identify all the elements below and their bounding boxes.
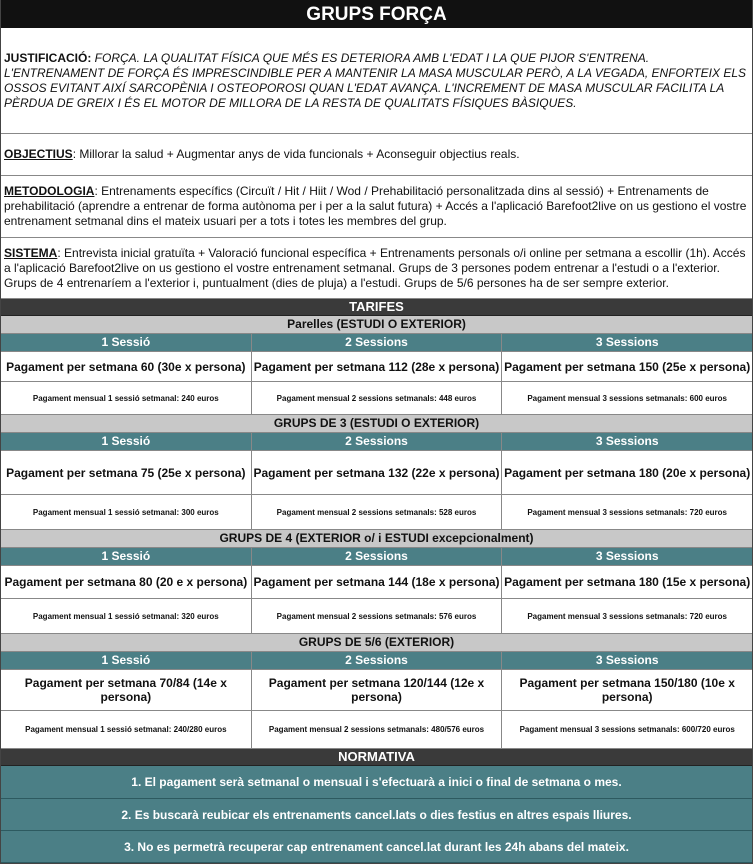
monthly-price-row bbox=[1, 495, 752, 530]
sessions-header-row bbox=[1, 334, 752, 352]
sessions-header-row bbox=[1, 548, 752, 566]
column-header: 1 Sessió bbox=[1, 433, 252, 450]
sistema-text: : Entrevista inicial gratuïta + Valoració funcional específica + Entrenaments personals o/i online per setmana a escollir (1h). Accés a l'aplicació Barefoot2live on us gestiono el vostre entrenament setmanal. Grups de 3 persones podem entrenar a l'estudi o a l'exterior. Grups de 4 entrenaríem a l'exterior i, puntualment (dies de pluja) a l'estudi. Grups de 5/6 persones ha de ser sempre exterior. bbox=[4, 245, 746, 290]
column-header: 3 Sessions bbox=[502, 433, 752, 450]
weekly-price-cell: Pagament per setmana 75 (25e x persona) bbox=[1, 451, 252, 494]
group-title: Parelles (ESTUDI O EXTERIOR) bbox=[1, 316, 752, 334]
weekly-price-cell: Pagament per setmana 112 (28e x persona) bbox=[252, 352, 503, 381]
objectius-section bbox=[1, 134, 752, 176]
weekly-price-row bbox=[1, 670, 752, 711]
column-header: 1 Sessió bbox=[1, 652, 252, 669]
page-title: GRUPS FORÇA bbox=[1, 0, 752, 28]
monthly-price-cell: Pagament mensual 1 sessió setmanal: 320 euros bbox=[1, 599, 252, 633]
pricing-group-4 bbox=[1, 530, 752, 634]
weekly-price-cell: Pagament per setmana 150/180 (10e x persona) bbox=[519, 676, 735, 704]
monthly-price-cell: Pagament mensual 3 sessions setmanals: 600 euros bbox=[527, 393, 727, 403]
monthly-price-cell: Pagament mensual 2 sessions setmanals: 528 euros bbox=[252, 495, 503, 529]
monthly-price-cell: Pagament mensual 3 sessions setmanals: 600/720 euros bbox=[519, 725, 735, 734]
monthly-price-row bbox=[1, 711, 752, 749]
column-header: 1 Sessió bbox=[1, 548, 252, 565]
weekly-price-cell: Pagament per setmana 180 (20e x persona) bbox=[504, 465, 751, 480]
justificacio-section bbox=[1, 28, 752, 134]
weekly-price-cell: Pagament per setmana 132 (22e x persona) bbox=[252, 451, 503, 494]
justificacio-label: JUSTIFICACIÓ: bbox=[4, 50, 92, 65]
monthly-price-row bbox=[1, 382, 752, 415]
metodologia-section bbox=[1, 176, 752, 238]
sistema-label: SISTEMA bbox=[4, 245, 58, 260]
normativa-rule: 1. El pagament serà setmanal o mensual i s'efectuarà a inici o final de setmana o mes. bbox=[1, 766, 752, 799]
column-header: 3 Sessions bbox=[502, 652, 752, 669]
monthly-price-cell: Pagament mensual 3 sessions setmanals: 720 euros bbox=[527, 611, 727, 621]
monthly-price-row bbox=[1, 599, 752, 634]
column-header: 2 Sessions bbox=[252, 652, 503, 669]
objectius-label: OBJECTIUS bbox=[4, 147, 73, 161]
sessions-header-row bbox=[1, 652, 752, 670]
weekly-price-row bbox=[1, 451, 752, 495]
column-header: 1 Sessió bbox=[1, 334, 252, 351]
normativa-header: NORMATIVA bbox=[1, 749, 752, 766]
pricing-group-3 bbox=[1, 415, 752, 530]
objectius-text: : Millorar la salud + Augmentar anys de vida funcionals + Aconseguir objectius reals. bbox=[72, 147, 520, 161]
column-header: 3 Sessions bbox=[502, 334, 752, 351]
weekly-price-cell: Pagament per setmana 144 (18e x persona) bbox=[252, 566, 503, 598]
weekly-price-cell: Pagament per setmana 80 (20 e x persona) bbox=[1, 566, 252, 598]
tarifes-header: TARIFES bbox=[1, 299, 752, 316]
metodologia-label: METODOLOGIA bbox=[4, 184, 95, 198]
monthly-price-cell: Pagament mensual 2 sessions setmanals: 480/576 euros bbox=[252, 711, 503, 748]
monthly-price-cell: Pagament mensual 3 sessions setmanals: 720 euros bbox=[527, 507, 727, 517]
monthly-price-cell: Pagament mensual 1 sessió setmanal: 300 euros bbox=[1, 495, 252, 529]
normativa-rule: 2. Es buscarà reubicar els entrenaments cancel.lats o dies festius en altres espais lliures. bbox=[1, 799, 752, 831]
monthly-price-cell: Pagament mensual 2 sessions setmanals: 576 euros bbox=[252, 599, 503, 633]
pricing-group-parelles bbox=[1, 316, 752, 415]
monthly-price-cell: Pagament mensual 1 sessió setmanal: 240 euros bbox=[1, 382, 252, 414]
justificacio-text: FORÇA. LA QUALITAT FÍSICA QUE MÉS ES DETERIORA AMB L'EDAT I LA QUE PIJOR S'ENTRENA. L'ENTRENAMENT DE FORÇA ÉS IMPRESCINDIBLE PER A MANTENIR LA MASA MUSCULAR PERÒ, A LA VEGADA, ENFORTEIX ELS OSSOS EVITANT AIXÍ SARCOPÈNIA I OSTEOPOROSI QUAN L'EDAT AVANÇA. L'INCREMENT DE MASA MUSCULAR FACILITA LA PÈRDUA DE GREIX I ÉS EL MOTOR DE MILLORA DE LA RESTA DE QUALITATS FÍSIQUES BÀSIQUES. bbox=[4, 50, 746, 110]
weekly-price-cell: Pagament per setmana 120/144 (12e x persona) bbox=[252, 670, 503, 710]
group-title: GRUPS DE 4 (EXTERIOR o/ i ESTUDI excepcionalment) bbox=[1, 530, 752, 548]
group-title: GRUPS DE 5/6 (EXTERIOR) bbox=[1, 634, 752, 652]
sessions-header-row bbox=[1, 433, 752, 451]
column-header: 3 Sessions bbox=[502, 548, 752, 565]
weekly-price-row bbox=[1, 566, 752, 599]
weekly-price-row bbox=[1, 352, 752, 382]
pricing-group-5-6 bbox=[1, 634, 752, 749]
column-header: 2 Sessions bbox=[252, 334, 503, 351]
weekly-price-cell: Pagament per setmana 150 (25e x persona) bbox=[504, 359, 751, 374]
column-header: 2 Sessions bbox=[252, 433, 503, 450]
monthly-price-cell: Pagament mensual 1 sessió setmanal: 240/280 euros bbox=[1, 711, 252, 748]
metodologia-text: : Entrenaments específics (Circuït / Hit / Hiit / Wod / Prehabilitació personalitzada dins al sessió) + Entrenaments de prehabilitació (aprendre a entrenar de forma autònoma per i per a la salut futura) + Accés a l'aplicació Barefoot2live on us gestiono el vostre entrenament setmanal dins el mateix usuari per a tots i totes les membres del grup. bbox=[4, 184, 747, 228]
monthly-price-cell: Pagament mensual 2 sessions setmanals: 448 euros bbox=[252, 382, 503, 414]
group-title: GRUPS DE 3 (ESTUDI O EXTERIOR) bbox=[1, 415, 752, 433]
weekly-price-cell: Pagament per setmana 60 (30e x persona) bbox=[1, 352, 252, 381]
column-header: 2 Sessions bbox=[252, 548, 503, 565]
normativa-rule: 3. No es permetrà recuperar cap entrenament cancel.lat durant les 24h abans del mateix. bbox=[1, 831, 752, 863]
weekly-price-cell: Pagament per setmana 70/84 (14e x persona) bbox=[1, 670, 252, 710]
sistema-section bbox=[1, 238, 752, 299]
weekly-price-cell: Pagament per setmana 180 (15e x persona) bbox=[504, 575, 751, 589]
